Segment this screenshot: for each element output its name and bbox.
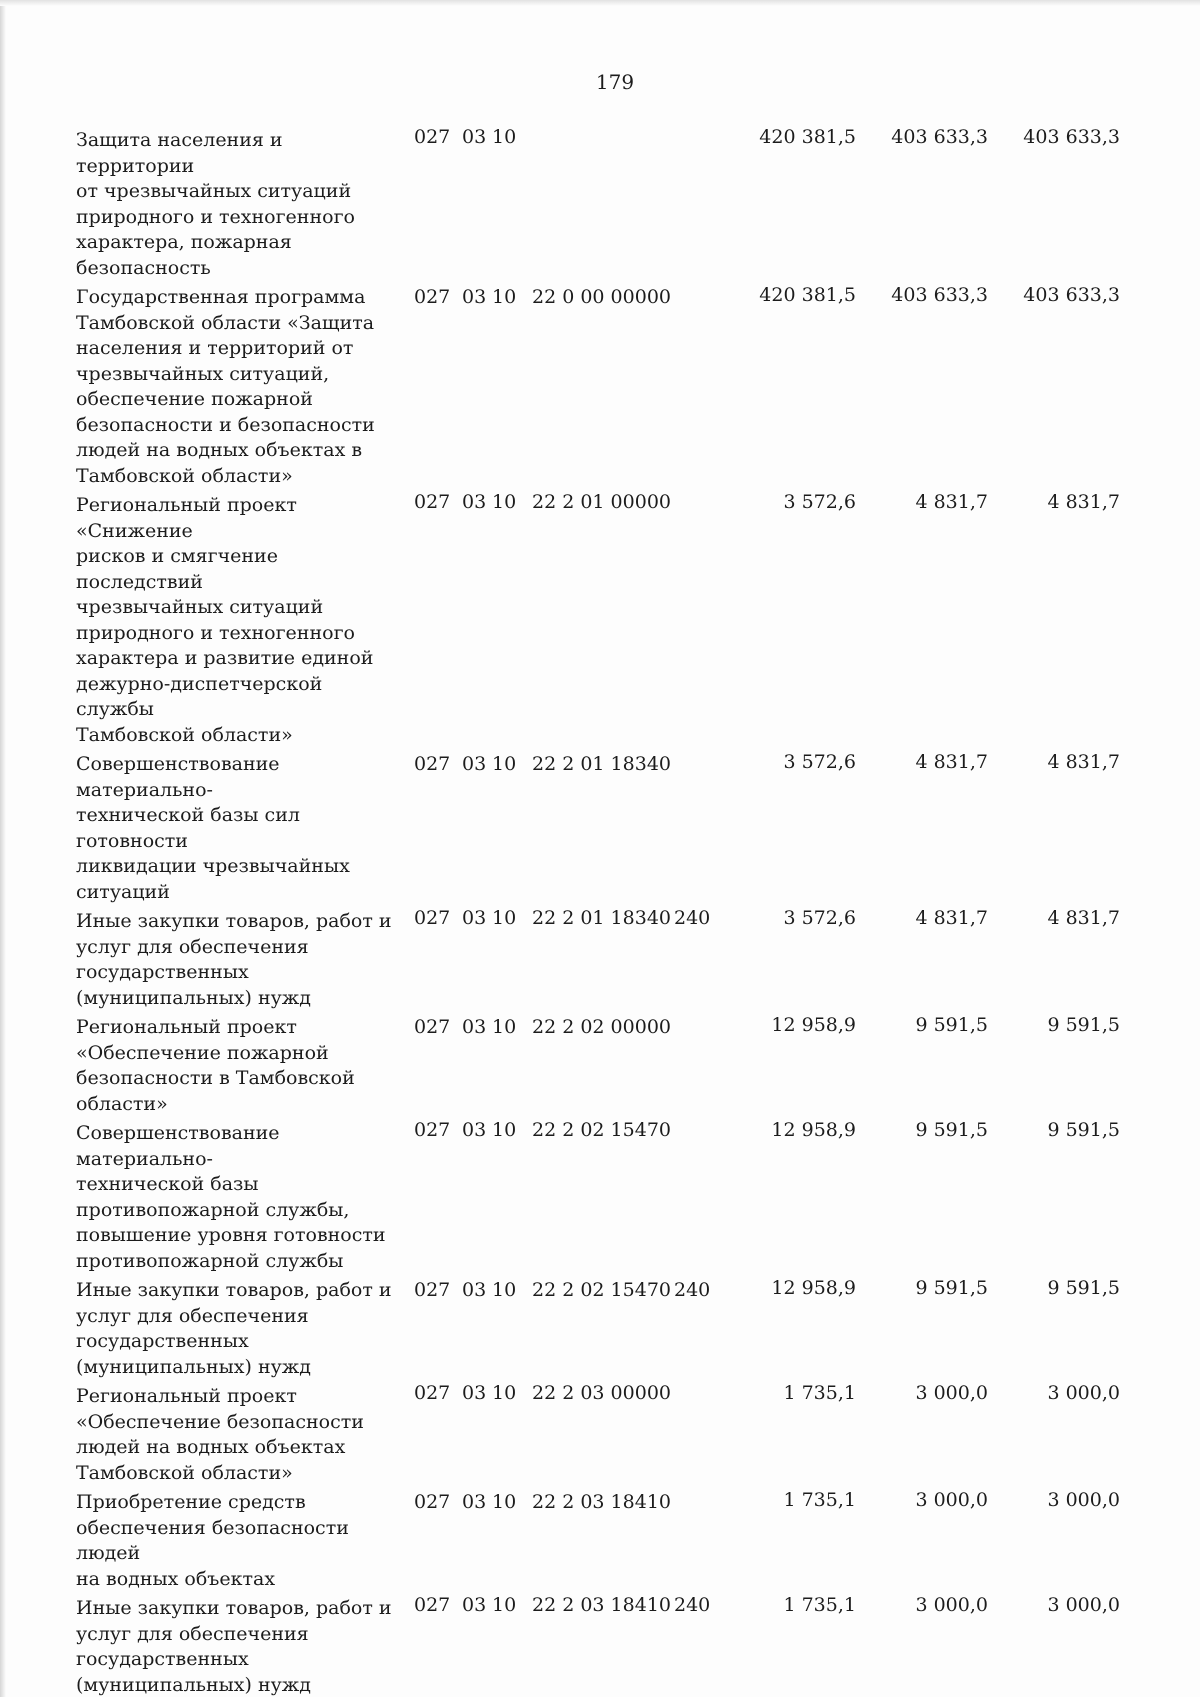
row-target-article: 22 2 03 18410: [532, 1594, 672, 1616]
row-amount-year1: 420 381,5: [759, 284, 856, 306]
row-amount-year2: 3 000,0: [915, 1382, 988, 1404]
row-section-code: 03: [462, 753, 487, 775]
row-section-code: 03: [462, 126, 487, 148]
row-target-article: 22 2 01 18340: [532, 753, 672, 775]
row-admin-code: 027: [414, 753, 451, 775]
row-expense-type: 240: [674, 1279, 711, 1301]
row-amount-year3: 9 591,5: [1047, 1119, 1120, 1141]
row-amount-year1: 1 735,1: [783, 1382, 856, 1404]
table-row: [76, 1015, 1166, 1117]
row-name: Защита населения и территории от чрезвычайных ситуаций природного и техногенного характера, пожарная безопасность: [76, 129, 355, 279]
row-subsection-code: 10: [492, 126, 517, 148]
row-name: Иные закупки товаров, работ и услуг для обеспечения государственных (муниципальных) нужд: [76, 1597, 392, 1696]
table-row: [76, 752, 1166, 905]
scan-top-shadow: [0, 0, 1200, 6]
row-amount-year3: 403 633,3: [1023, 126, 1120, 148]
row-amount-year3: 3 000,0: [1047, 1594, 1120, 1616]
row-section-code: 03: [462, 1594, 487, 1616]
row-amount-year2: 4 831,7: [915, 751, 988, 773]
row-subsection-code: 10: [492, 1594, 517, 1616]
row-expense-type: 240: [674, 1594, 711, 1616]
row-amount-year3: 9 591,5: [1047, 1277, 1120, 1299]
row-admin-code: 027: [414, 907, 451, 929]
row-amount-year2: 9 591,5: [915, 1014, 988, 1036]
row-amount-year1: 3 572,6: [783, 751, 856, 773]
table-row: [76, 909, 1166, 1011]
row-target-article: 22 2 01 18340: [532, 907, 672, 929]
row-amount-year3: 3 000,0: [1047, 1382, 1120, 1404]
page-number: 179: [595, 70, 635, 94]
scan-edge-shadow: [0, 0, 6, 1697]
table-row: [76, 493, 1166, 748]
row-amount-year3: 4 831,7: [1047, 491, 1120, 513]
table-row: [76, 1384, 1166, 1486]
row-amount-year2: 9 591,5: [915, 1119, 988, 1141]
row-subsection-code: 10: [492, 907, 517, 929]
row-amount-year1: 1 735,1: [783, 1594, 856, 1616]
row-section-code: 03: [462, 907, 487, 929]
row-admin-code: 027: [414, 1594, 451, 1616]
table-row: [76, 128, 1166, 281]
row-section-code: 03: [462, 1119, 487, 1141]
row-amount-year3: 9 591,5: [1047, 1014, 1120, 1036]
row-section-code: 03: [462, 1382, 487, 1404]
row-amount-year1: 12 958,9: [771, 1277, 856, 1299]
row-amount-year2: 403 633,3: [891, 126, 988, 148]
row-admin-code: 027: [414, 1382, 451, 1404]
row-section-code: 03: [462, 1279, 487, 1301]
row-target-article: 22 0 00 00000: [532, 286, 672, 308]
row-section-code: 03: [462, 286, 487, 308]
row-amount-year3: 4 831,7: [1047, 907, 1120, 929]
row-target-article: 22 2 02 15470: [532, 1119, 672, 1141]
row-name: Приобретение средств обеспечения безопасности людей на водных объектах: [76, 1491, 349, 1590]
row-admin-code: 027: [414, 1119, 451, 1141]
row-amount-year2: 9 591,5: [915, 1277, 988, 1299]
row-admin-code: 027: [414, 286, 451, 308]
row-subsection-code: 10: [492, 753, 517, 775]
row-admin-code: 027: [414, 1491, 451, 1513]
row-amount-year2: 3 000,0: [915, 1594, 988, 1616]
table-row: [76, 285, 1166, 489]
table-row: [76, 1490, 1166, 1592]
row-subsection-code: 10: [492, 1491, 517, 1513]
row-amount-year2: 4 831,7: [915, 491, 988, 513]
row-name: Региональный проект «Обеспечение пожарной безопасности в Тамбовской области»: [76, 1016, 355, 1115]
row-target-article: 22 2 02 15470: [532, 1279, 672, 1301]
row-admin-code: 027: [414, 126, 451, 148]
table-row: [76, 1278, 1166, 1380]
row-admin-code: 027: [414, 1016, 451, 1038]
row-subsection-code: 10: [492, 491, 517, 513]
row-amount-year3: 3 000,0: [1047, 1489, 1120, 1511]
row-subsection-code: 10: [492, 1279, 517, 1301]
row-subsection-code: 10: [492, 286, 517, 308]
row-amount-year1: 12 958,9: [771, 1119, 856, 1141]
row-name: Иные закупки товаров, работ и услуг для обеспечения государственных (муниципальных) нужд: [76, 910, 392, 1009]
row-subsection-code: 10: [492, 1119, 517, 1141]
row-admin-code: 027: [414, 1279, 451, 1301]
budget-table: [76, 128, 1166, 1702]
table-row: [76, 1596, 1166, 1698]
row-admin-code: 027: [414, 491, 451, 513]
table-row: [76, 1121, 1166, 1274]
row-section-code: 03: [462, 1016, 487, 1038]
row-name: Иные закупки товаров, работ и услуг для обеспечения государственных (муниципальных) нужд: [76, 1279, 392, 1378]
row-subsection-code: 10: [492, 1016, 517, 1038]
row-name: Совершенствование материально- технической базы противопожарной службы, повышение уровня готовности противопожарной службы: [76, 1122, 386, 1272]
row-amount-year1: 3 572,6: [783, 491, 856, 513]
row-amount-year3: 4 831,7: [1047, 751, 1120, 773]
row-amount-year1: 420 381,5: [759, 126, 856, 148]
row-amount-year2: 403 633,3: [891, 284, 988, 306]
row-amount-year2: 3 000,0: [915, 1489, 988, 1511]
row-subsection-code: 10: [492, 1382, 517, 1404]
row-amount-year1: 1 735,1: [783, 1489, 856, 1511]
row-target-article: 22 2 02 00000: [532, 1016, 672, 1038]
row-section-code: 03: [462, 1491, 487, 1513]
row-amount-year2: 4 831,7: [915, 907, 988, 929]
row-target-article: 22 2 01 00000: [532, 491, 672, 513]
row-target-article: 22 2 03 00000: [532, 1382, 672, 1404]
row-amount-year1: 12 958,9: [771, 1014, 856, 1036]
row-name: Региональный проект «Снижение рисков и смягчение последствий чрезвычайных ситуаций природного и техногенного характера и развитие единой дежурно-диспетчерской службы Тамбовской области»: [76, 494, 374, 746]
row-name: Региональный проект «Обеспечение безопасности людей на водных объектах Тамбовской области»: [76, 1385, 364, 1484]
row-section-code: 03: [462, 491, 487, 513]
row-name: Государственная программа Тамбовской области «Защита населения и территорий от чрезвычайных ситуаций, обеспечение пожарной безопасности и безопасности людей на водных объектах в Тамбовской области»: [76, 286, 375, 487]
row-target-article: 22 2 03 18410: [532, 1491, 672, 1513]
row-amount-year3: 403 633,3: [1023, 284, 1120, 306]
row-amount-year1: 3 572,6: [783, 907, 856, 929]
row-name: Совершенствование материально- технической базы сил готовности ликвидации чрезвычайных ситуаций: [76, 753, 350, 903]
row-expense-type: 240: [674, 907, 711, 929]
